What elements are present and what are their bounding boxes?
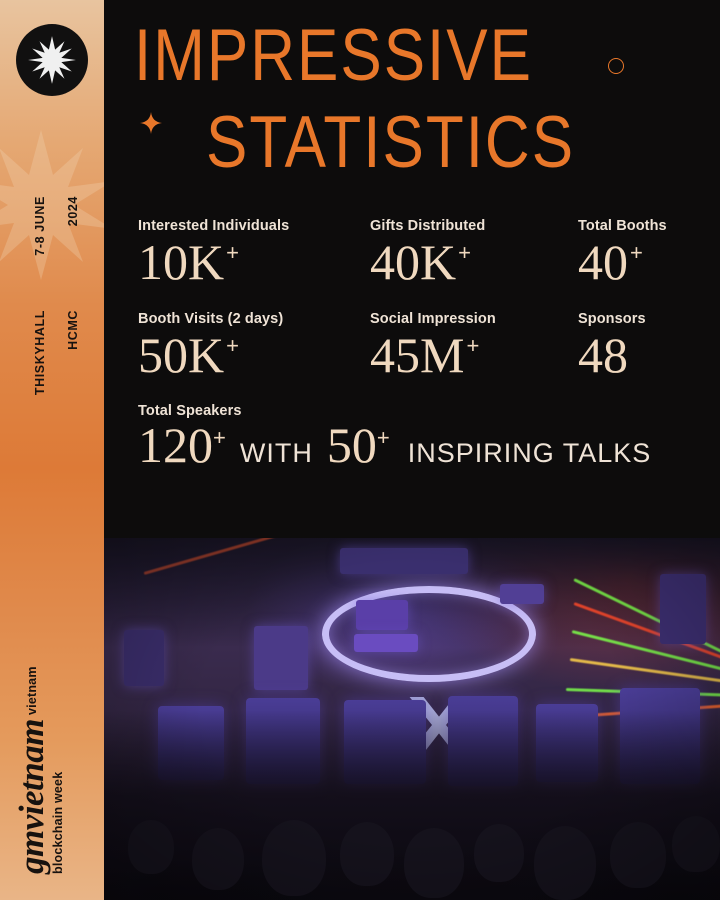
stat-label: Interested Individuals: [138, 218, 290, 234]
talks-count: 50: [326, 417, 377, 473]
stat-label: Gifts Distributed: [370, 218, 486, 234]
stat-suffix: +: [466, 332, 480, 358]
stat-total-booths: [578, 218, 720, 289]
stat-number: 50K: [138, 326, 225, 383]
title-line-2: STATISTICS: [206, 101, 576, 184]
stat-value: [578, 326, 720, 383]
sparkle-icon: [140, 112, 162, 134]
talks-label: INSPIRING TALKS: [407, 438, 652, 468]
stat-label: Total Speakers: [138, 403, 242, 419]
stat-label: Social Impression: [370, 310, 496, 327]
talks-count-suffix: +: [376, 425, 390, 450]
stat-number: 40: [578, 234, 628, 290]
stat-suffix: +: [458, 240, 471, 265]
decorative-star-icon: [0, 130, 104, 280]
statistics-grid: [104, 192, 720, 381]
speakers-count-suffix: +: [213, 425, 226, 450]
stat-total-speakers: [104, 403, 720, 472]
stat-row-1: [138, 218, 692, 289]
stat-value: [578, 236, 720, 289]
stat-number: 48: [578, 326, 628, 383]
event-year: 2024: [66, 196, 80, 227]
stat-number: 45M: [370, 326, 465, 383]
event-venue: THISKYHALL: [33, 310, 47, 396]
left-sidebar-rail: [0, 0, 104, 900]
photo-vignette: [104, 538, 720, 900]
stat-sponsors: [578, 311, 720, 382]
brand-lockup: [14, 624, 67, 874]
page-title: [104, 0, 720, 192]
speakers-count: 120: [138, 417, 213, 473]
title-line-1: IMPRESSIVE: [134, 14, 533, 97]
content-column: [104, 0, 720, 900]
stat-label: Booth Visits (2 days): [138, 310, 284, 327]
stat-value: [370, 236, 578, 289]
stat-booth-visits: [138, 311, 370, 382]
stat-value: [370, 326, 578, 383]
stat-label: Sponsors: [578, 310, 646, 327]
stat-row-2: [138, 311, 692, 382]
stat-gifts-distributed: [370, 218, 578, 289]
stat-interested-individuals: [138, 218, 370, 289]
event-date: 7-8 JUNE: [33, 196, 47, 256]
stat-suffix: +: [226, 332, 239, 358]
brand-name: gmvietnam: [12, 719, 51, 874]
stat-suffix: +: [226, 240, 239, 265]
brand-tagline: vietnam blockchain week: [25, 665, 65, 874]
stat-social-impression: [370, 311, 578, 382]
gm-vietnam-logo: [16, 24, 88, 96]
circle-decoration-icon: [608, 58, 624, 74]
stat-suffix: +: [630, 240, 643, 265]
stat-value: [138, 326, 370, 383]
speakers-value-line: [138, 419, 692, 472]
stat-value: [138, 236, 370, 289]
stat-number: 10K: [138, 234, 225, 290]
event-city: HCMC: [66, 310, 80, 350]
event-photo: [104, 538, 720, 900]
speakers-connector: WITH: [239, 438, 313, 468]
stat-number: 40K: [370, 234, 457, 290]
stat-label: Total Booths: [578, 218, 667, 234]
